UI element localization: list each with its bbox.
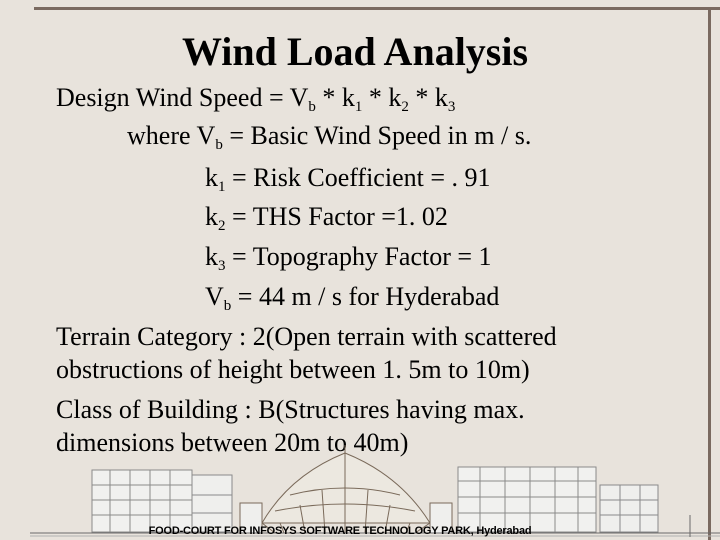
ths-factor-line: $k_2$ = THS Factor =1. 02 (205, 202, 448, 234)
building-class-line-1: Class of Building : B(Structures having max. (56, 395, 525, 424)
right-wing-block (458, 467, 658, 532)
central-dome (240, 445, 452, 533)
risk-coefficient-line: $k_1$ = Risk Coefficient = . 91 (205, 163, 491, 195)
frame-top-border (34, 7, 720, 10)
slide-title: Wind Load Analysis (181, 29, 529, 74)
terrain-category-line-1: Terrain Category : 2(Open terrain with scattered (56, 322, 557, 351)
basic-wind-speed-value-line: $V_b = 44$ m / s for Hyderabad (205, 282, 500, 314)
design-wind-speed-formula: Design Wind Speed = $V_b * k_1 * k_2 * k_3$ (56, 83, 456, 115)
basic-wind-speed-definition: where $V_b$ = Basic Wind Speed in m / s. (127, 121, 532, 153)
building-class-line-2: dimensions between 20m to 40m) (56, 428, 409, 457)
terrain-category-line-2: obstructions of height between 1. 5m to 10m) (56, 355, 530, 384)
building-caption: FOOD-COURT FOR INFOSYS SOFTWARE TECHNOLOGY PARK, Hyderabad (148, 525, 532, 537)
topography-factor-line: $k_3$ = Topography Factor = 1 (205, 242, 492, 274)
left-wing-block (92, 470, 232, 532)
